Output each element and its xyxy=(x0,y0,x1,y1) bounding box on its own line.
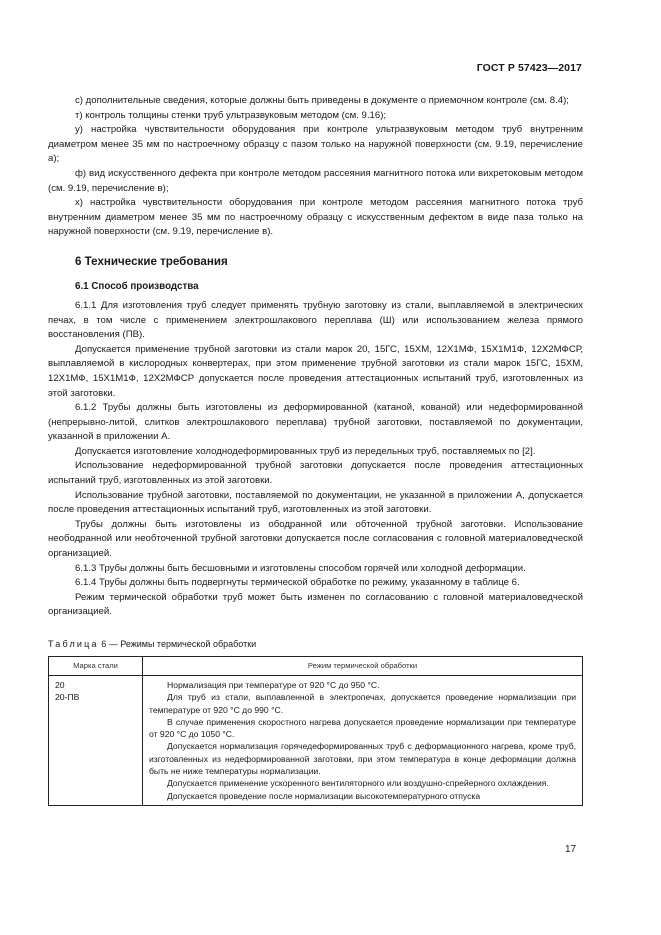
paragraph: Допускается изготовление холоднодеформированных труб из передельных труб, поставляемых по [2]. xyxy=(75,445,536,457)
paragraph: Использование трубной заготовки, поставляемой по документации, не указанной в приложении А, допускается после проведения аттестационных испытаний труб, изготовленных из этой заготовки. xyxy=(48,489,583,516)
heat-treatment-cell xyxy=(143,676,583,806)
paragraph: 6.1.1 Для изготовления труб следует применять трубную заготовку из стали, выплавляемой в электрических печах, в том числе с применением электрошлакового переплава (Ш) или использованием железа прямого восстановления (ПВ). xyxy=(48,299,583,341)
requirements-list xyxy=(48,94,583,240)
section-title: 6 Технические требования xyxy=(75,254,228,268)
paragraph: Допускается применение трубной заготовки из стали марок 20, 15ГС, 15ХМ, 12Х1МФ, 15Х1М1Ф, 12Х2МФСР, выплавляемой в кислородных конвертерах, при этом применение трубной заготовки из стали марок 15ГС, 15ХМ, 12Х1МФ, 15Х1М1Ф, 12Х2МФСР допускается после проведения аттестационных испытаний труб, изготовленных из этой заготовки. xyxy=(48,343,583,399)
treatment-line: В случае применения скоростного нагрева допускается проведение нормализации при температуре от 920 °С до 1050 °С. xyxy=(149,716,576,740)
treatment-line: Для труб из стали, выплавленной в электропечах, допускается проведение нормализации при температуре от 920 °С до 990 °С. xyxy=(149,692,576,715)
paragraph: 6.1.4 Трубы должны быть подвергнуты термической обработке по режиму, указанному в таблице 6. xyxy=(75,577,520,589)
paragraph: Использование недеформированной трубной заготовки допускается после проведения аттестационных испытаний труб, изготовленных из этой заготовки. xyxy=(48,460,583,487)
list-item: с) дополнительные сведения, которые должны быть приведены в документе о приемочном контроле (см. 8.4); xyxy=(75,95,569,106)
treatment-line: Допускается применение ускоренного вентиляторного или воздушно-спрейерного охлаждения. xyxy=(167,778,549,789)
section-body xyxy=(48,299,583,620)
heat-treatment-table xyxy=(48,656,583,806)
table-caption-text: 6 — Режимы термической обработки xyxy=(98,639,257,649)
steel-grade: 20-ПВ xyxy=(55,692,80,703)
table-header-row xyxy=(49,657,583,676)
steel-grade-cell xyxy=(49,676,143,806)
list-item: ф) вид искусственного дефекта при контроле методом рассеяния магнитного потока или вихретоковым методом (см. 9.19, перечисление в); xyxy=(48,167,583,194)
page-content xyxy=(48,94,583,806)
list-item: т) контроль толщины стенки труб ультразвуковым методом (см. 9.16); xyxy=(75,109,387,121)
steel-grade: 20 xyxy=(55,680,65,690)
column-header-steel-grade: Марка стали xyxy=(49,657,143,676)
subsection-title: 6.1 Способ производства xyxy=(75,280,199,292)
table-caption xyxy=(48,638,583,650)
treatment-line: Нормализация при температуре от 920 °С до 950 °С. xyxy=(167,680,380,690)
paragraph: Трубы должны быть изготовлены из ободранной или обточенной трубной заготовки. Использование неободранной или необточенной трубной заготовки допускается после согласования с головной материаловедческой организацией. xyxy=(48,518,583,560)
document-id: ГОСТ Р 57423—2017 xyxy=(476,62,582,74)
column-header-heat-treatment: Режим термической обработки xyxy=(143,657,583,676)
table-row xyxy=(49,676,583,806)
page-number: 17 xyxy=(565,844,577,855)
table-caption-label: Таблица xyxy=(48,639,99,649)
treatment-line: Допускается нормализация горячедеформированных труб с деформационного нагрева, кроме труб, изготовленных из недеформированной заготовки, при этом температура в конце деформации должна быть не ниже температуры нормализации. xyxy=(149,741,576,777)
list-item: у) настройка чувствительности оборудования при контроле ультразвуковым методом труб внутренним диаметром менее 35 мм по настроечному образцу с пазом только на наружной поверхности (см. 9.19, перечисление а); xyxy=(48,124,583,165)
paragraph: 6.1.3 Трубы должны быть бесшовными и изготовлены способом горячей или холодной деформации. xyxy=(75,562,526,574)
paragraph: 6.1.2 Трубы должны быть изготовлены из деформированной (катаной, кованой) или недеформированной (непрерывно-литой, слитков электрошлакового переплава) трубной заготовки, поставляемой по документации, указанной в приложении А. xyxy=(48,402,583,443)
treatment-line: Допускается проведение после нормализации высокотемпературного отпуска xyxy=(167,790,481,801)
paragraph: Режим термической обработки труб может быть изменен по согласованию с головной материаловедческой организацией. xyxy=(48,591,583,618)
list-item: х) настройка чувствительности оборудования при контроле методом рассеяния магнитного потока труб внутренним диаметром менее 35 мм по настроечному образцу с искусственным дефектом в виде паза только на наружной поверхности (см. 9.19, перечисление в). xyxy=(48,197,583,238)
